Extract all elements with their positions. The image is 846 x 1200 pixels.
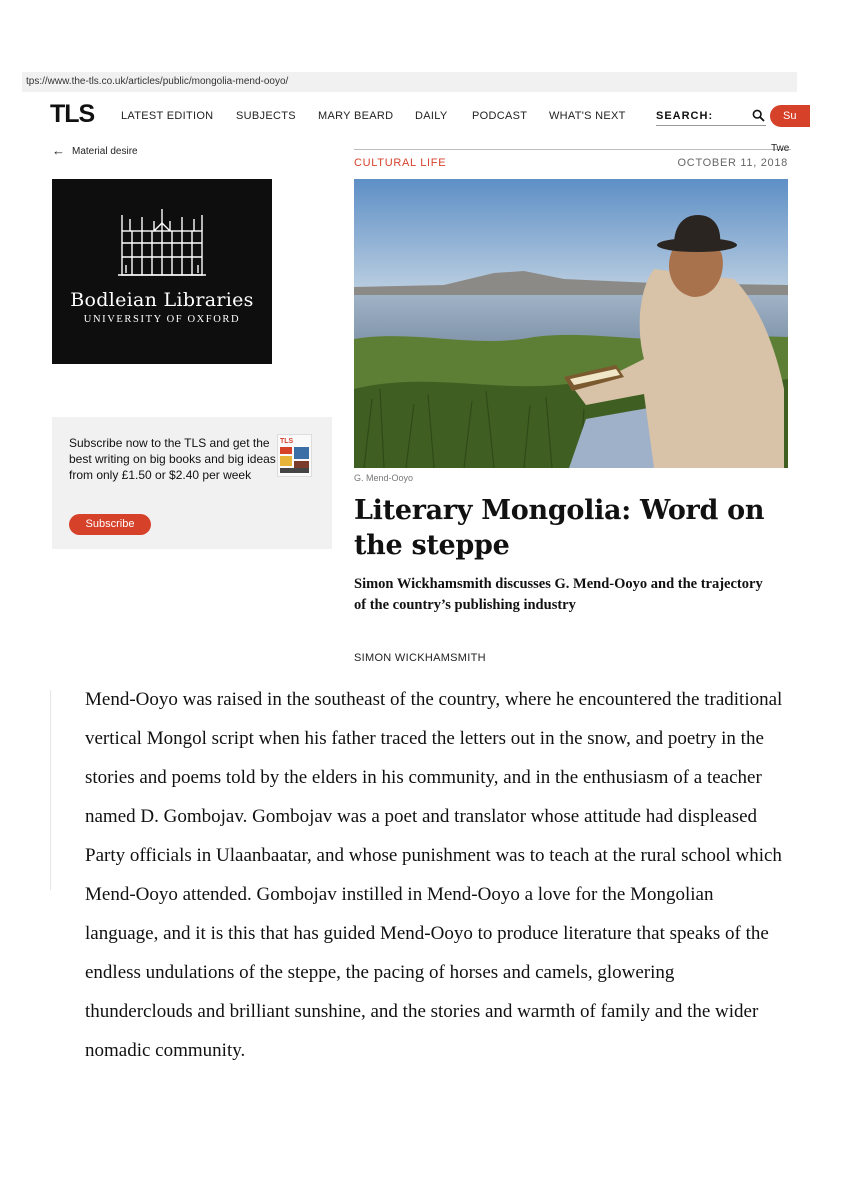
nav-subjects[interactable]: SUBJECTS	[236, 110, 296, 122]
subscription-promo	[52, 417, 332, 549]
nav-latest-edition[interactable]: LATEST EDITION	[121, 110, 214, 122]
nav-daily[interactable]: DAILY	[415, 110, 448, 122]
subscribe-button-header[interactable]: Su	[770, 105, 810, 127]
bodleian-advert[interactable]	[52, 179, 272, 364]
bodleian-building-logo	[114, 201, 210, 279]
subscribe-button[interactable]: Subscribe	[69, 514, 151, 535]
hero-image	[354, 179, 788, 468]
site-header	[22, 98, 797, 134]
previous-article-label: Material desire	[72, 146, 138, 157]
article-title: Literary Mongolia: Word on the steppe	[354, 495, 765, 561]
article-body: Mend-Ooyo was raised in the southeast of the country, where he encountered the traditional vertical Mongol script when his father traced the letters out in the snow, and poetry in the stories and poems told by the elders in his community, and in the enthusiasm of a teacher named D. Gombojav. Gombojav was a poet and translator whose attitude had displeased Party officials in Ulaanbaatar, and whose punishment was to teach at the rural school which Mend-Ooyo attended. Gombojav instilled in Mend-Ooyo a love for the Mongolian language, and it is this that has guided Mend-Ooyo to produce literature that speaks of the endless undulations of the steppe, the pacing of horses and camels, glowering thunderclouds and brilliant sunshine, and the stories and warmth of family and the wider nomadic community.	[85, 689, 783, 1061]
article-standfirst: Simon Wickhamsmith discusses G. Mend-Ooyo and the trajectory of the country’s publishing industry	[354, 576, 763, 613]
truncated-link[interactable]: Twe	[771, 143, 790, 154]
thumb-label: TLS	[280, 438, 294, 445]
search-label: SEARCH:	[656, 110, 714, 122]
pull-quote-rule	[50, 690, 51, 890]
tls-logo[interactable]: TLS	[50, 100, 95, 128]
nav-podcast[interactable]: PODCAST	[472, 110, 528, 122]
nav-whats-next[interactable]: WHAT'S NEXT	[549, 110, 626, 122]
search-input[interactable]	[656, 125, 766, 126]
tls-issue-thumbnail	[277, 434, 312, 477]
section-divider	[354, 149, 791, 150]
bodleian-subtitle: UNIVERSITY OF OXFORD	[83, 314, 241, 325]
address-bar[interactable]: tps://www.the-tls.co.uk/articles/public/mongolia-mend-ooyo/	[22, 72, 797, 92]
image-caption: G. Mend-Ooyo	[354, 473, 414, 483]
section-label[interactable]: CULTURAL LIFE	[354, 157, 447, 169]
nav-mary-beard[interactable]: MARY BEARD	[318, 110, 394, 122]
arrow-left-icon: ←	[52, 143, 65, 158]
author-byline[interactable]: SIMON WICKHAMSMITH	[354, 652, 486, 664]
bodleian-title: Bodleian Libraries	[70, 289, 254, 311]
publish-date: OCTOBER 11, 2018	[677, 157, 788, 169]
promo-text: Subscribe now to the TLS and get the best writing on big books and big ideas from only £1.50 or $2.40 per week	[69, 436, 276, 482]
search-icon[interactable]	[752, 109, 765, 122]
previous-article-link[interactable]	[52, 143, 138, 158]
